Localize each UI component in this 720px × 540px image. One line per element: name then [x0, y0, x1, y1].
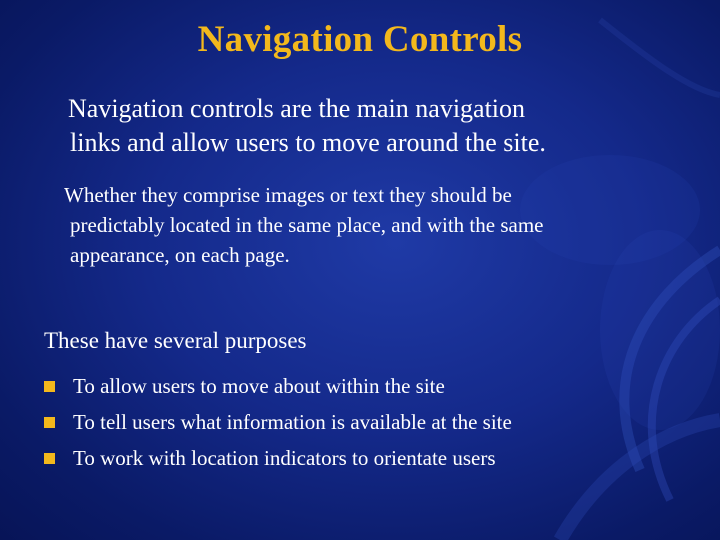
slide-title: Navigation Controls: [197, 19, 523, 60]
purposes-list: [44, 368, 512, 476]
detail-paragraph: [64, 180, 704, 270]
list-item: [44, 404, 512, 440]
purposes-heading: These have several purposes: [44, 328, 307, 353]
detail-line-2: predictably located in the same place, and with the same: [70, 213, 544, 237]
list-item: [44, 368, 512, 404]
square-bullet-icon: [44, 381, 55, 392]
detail-line-1: Whether they comprise images or text they should be: [64, 183, 512, 207]
list-item-text: To tell users what information is available at the site: [73, 409, 512, 434]
list-item-text: To work with location indicators to orientate users: [73, 445, 496, 470]
detail-line-3: appearance, on each page.: [70, 243, 290, 267]
square-bullet-icon: [44, 417, 55, 428]
list-item: [44, 440, 512, 476]
square-bullet-icon: [44, 453, 55, 464]
intro-line-1: Navigation controls are the main navigation: [68, 94, 526, 123]
list-item-text: To allow users to move about within the site: [73, 373, 445, 398]
intro-line-2: links and allow users to move around the site.: [70, 128, 546, 157]
intro-paragraph: [68, 92, 708, 160]
